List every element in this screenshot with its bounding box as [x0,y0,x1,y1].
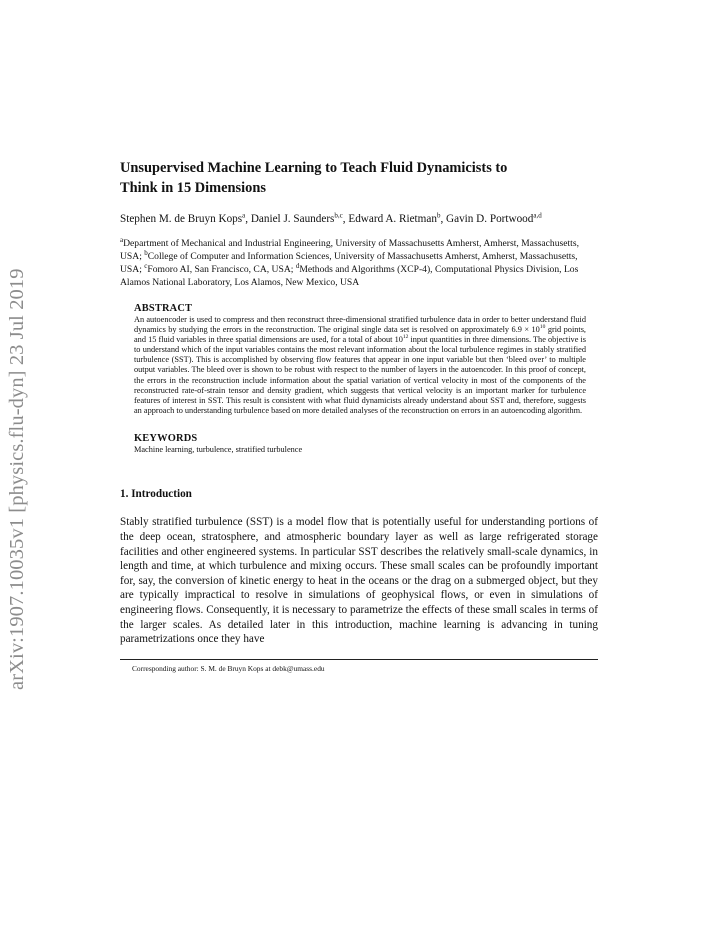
affil-text: Methods and Algorithms (XCP-4), Computational Physics Division, Los Alamos National Laboratory, Los Alamos, New Mexico, USA [120,264,579,288]
introduction-heading: 1. Introduction [120,488,192,501]
affil-mark: c [144,261,148,270]
abstract-part: input quantities in three dimensions. The objective is to understand which of the input variables contains the most relevant information about the local turbulence regimes in stably stratified turbulence (SST). This is accomplished by observing flow features that appear in one input variable but then ‘bleed over’ to multiple output variables. The bleed over is shown to be robust with respect to the number of layers in the autoencoder. In this proof of concept, the errors in the reconstruction include information about the spatial variation of vertical velocity in most of the components of the reconstructed rate-of-strain tensor and density gradient, which suggests that vertical velocity is an important marker for turbulence features of interest in SST. This result is consistent with what fluid dynamicists already understand about SST and, therefore, suggests an approach to understanding turbulence based on more detailed analyses of the reconstruction on errors in an autoencoding algorithm. [134,335,586,415]
abstract-part: grid points, and 15 fluid variables in three spatial dimensions are used, for a total of about 10 [134,325,587,345]
keywords-text: Machine learning, turbulence, stratified turbulence [134,444,303,454]
author-list [120,212,598,227]
paper-title [120,158,598,198]
author-affil-mark: b [436,211,441,220]
author-name: Stephen M. de Bruyn Kops [120,213,243,225]
abstract-text [134,315,586,416]
keywords-section [134,433,598,455]
footnote-divider [120,659,598,660]
author-name: , Edward A. Rietman [342,213,437,225]
title-line-1: Unsupervised Machine Learning to Teach Fluid Dynamicists to [120,160,508,176]
affil-text: College of Computer and Information Sciences, University of Massachusetts Amherst, Amherst, Massachusetts, USA; [120,251,578,275]
abstract-heading: ABSTRACT [134,303,193,314]
affiliations [120,237,598,289]
arxiv-sidebar-stamp: arXiv:1907.10035v1 [physics.flu-dyn] 23 Jul 2019 [6,268,28,690]
abstract-exponent: 12 [402,334,409,341]
affil-mark: a [120,235,124,244]
author-name: , Gavin D. Portwood [440,213,534,225]
abstract-part: An autoencoder is used to compress and then reconstruct three-dimensional stratified turbulence data in order to better understand fluid dynamics by studying the errors in the reconstruction. The original single data set is resolved on approximately 6.9 × 10 [134,315,586,335]
affil-text: Department of Mechanical and Industrial Engineering, University of Massachusetts Amherst, Amherst, Massachusetts, USA; [120,238,579,262]
keywords-heading: KEYWORDS [134,432,198,444]
author-affil-mark: a,d [533,211,542,220]
abstract-exponent: 10 [539,324,546,331]
title-line-2: Think in 15 Dimensions [120,180,266,196]
affil-mark: b [144,248,148,257]
author-name: , Daniel J. Saunders [245,213,335,225]
author-affil-mark: b,c [334,211,343,220]
abstract-section [134,303,586,416]
author-affil-mark: a [242,211,246,220]
paper-page [120,158,598,674]
affil-text: Fomoro AI, San Francisco, CA, USA; [147,264,296,275]
corresponding-author-footnote: Corresponding author: S. M. de Bruyn Kops at debk@umass.edu [132,663,325,673]
affil-mark: d [295,261,300,270]
introduction-text: Stably stratified turbulence (SST) is a model flow that is potentially useful for understanding portions of the deep ocean, stratosphere, and atmospheric boundary layer as well as large refrigerated storage facilities and other engineered systems. In particular SST describes the relatively small-scale dynamics, in length and time, at which turbulence and mixing occurs. These small scales can be profoundly important for, say, the conversion of kinetic energy to heat in the oceans or the drag on a submerged object, but they are typically impractical to resolve in simulations of geophysical flows, or even in simulations of engineering flows. Consequently, it is necessary to parametrize the effects of these small scales in terms of the larger scales. As detailed later in this introduction, machine learning is advancing in tuning parametrizations once they have [120,516,598,646]
